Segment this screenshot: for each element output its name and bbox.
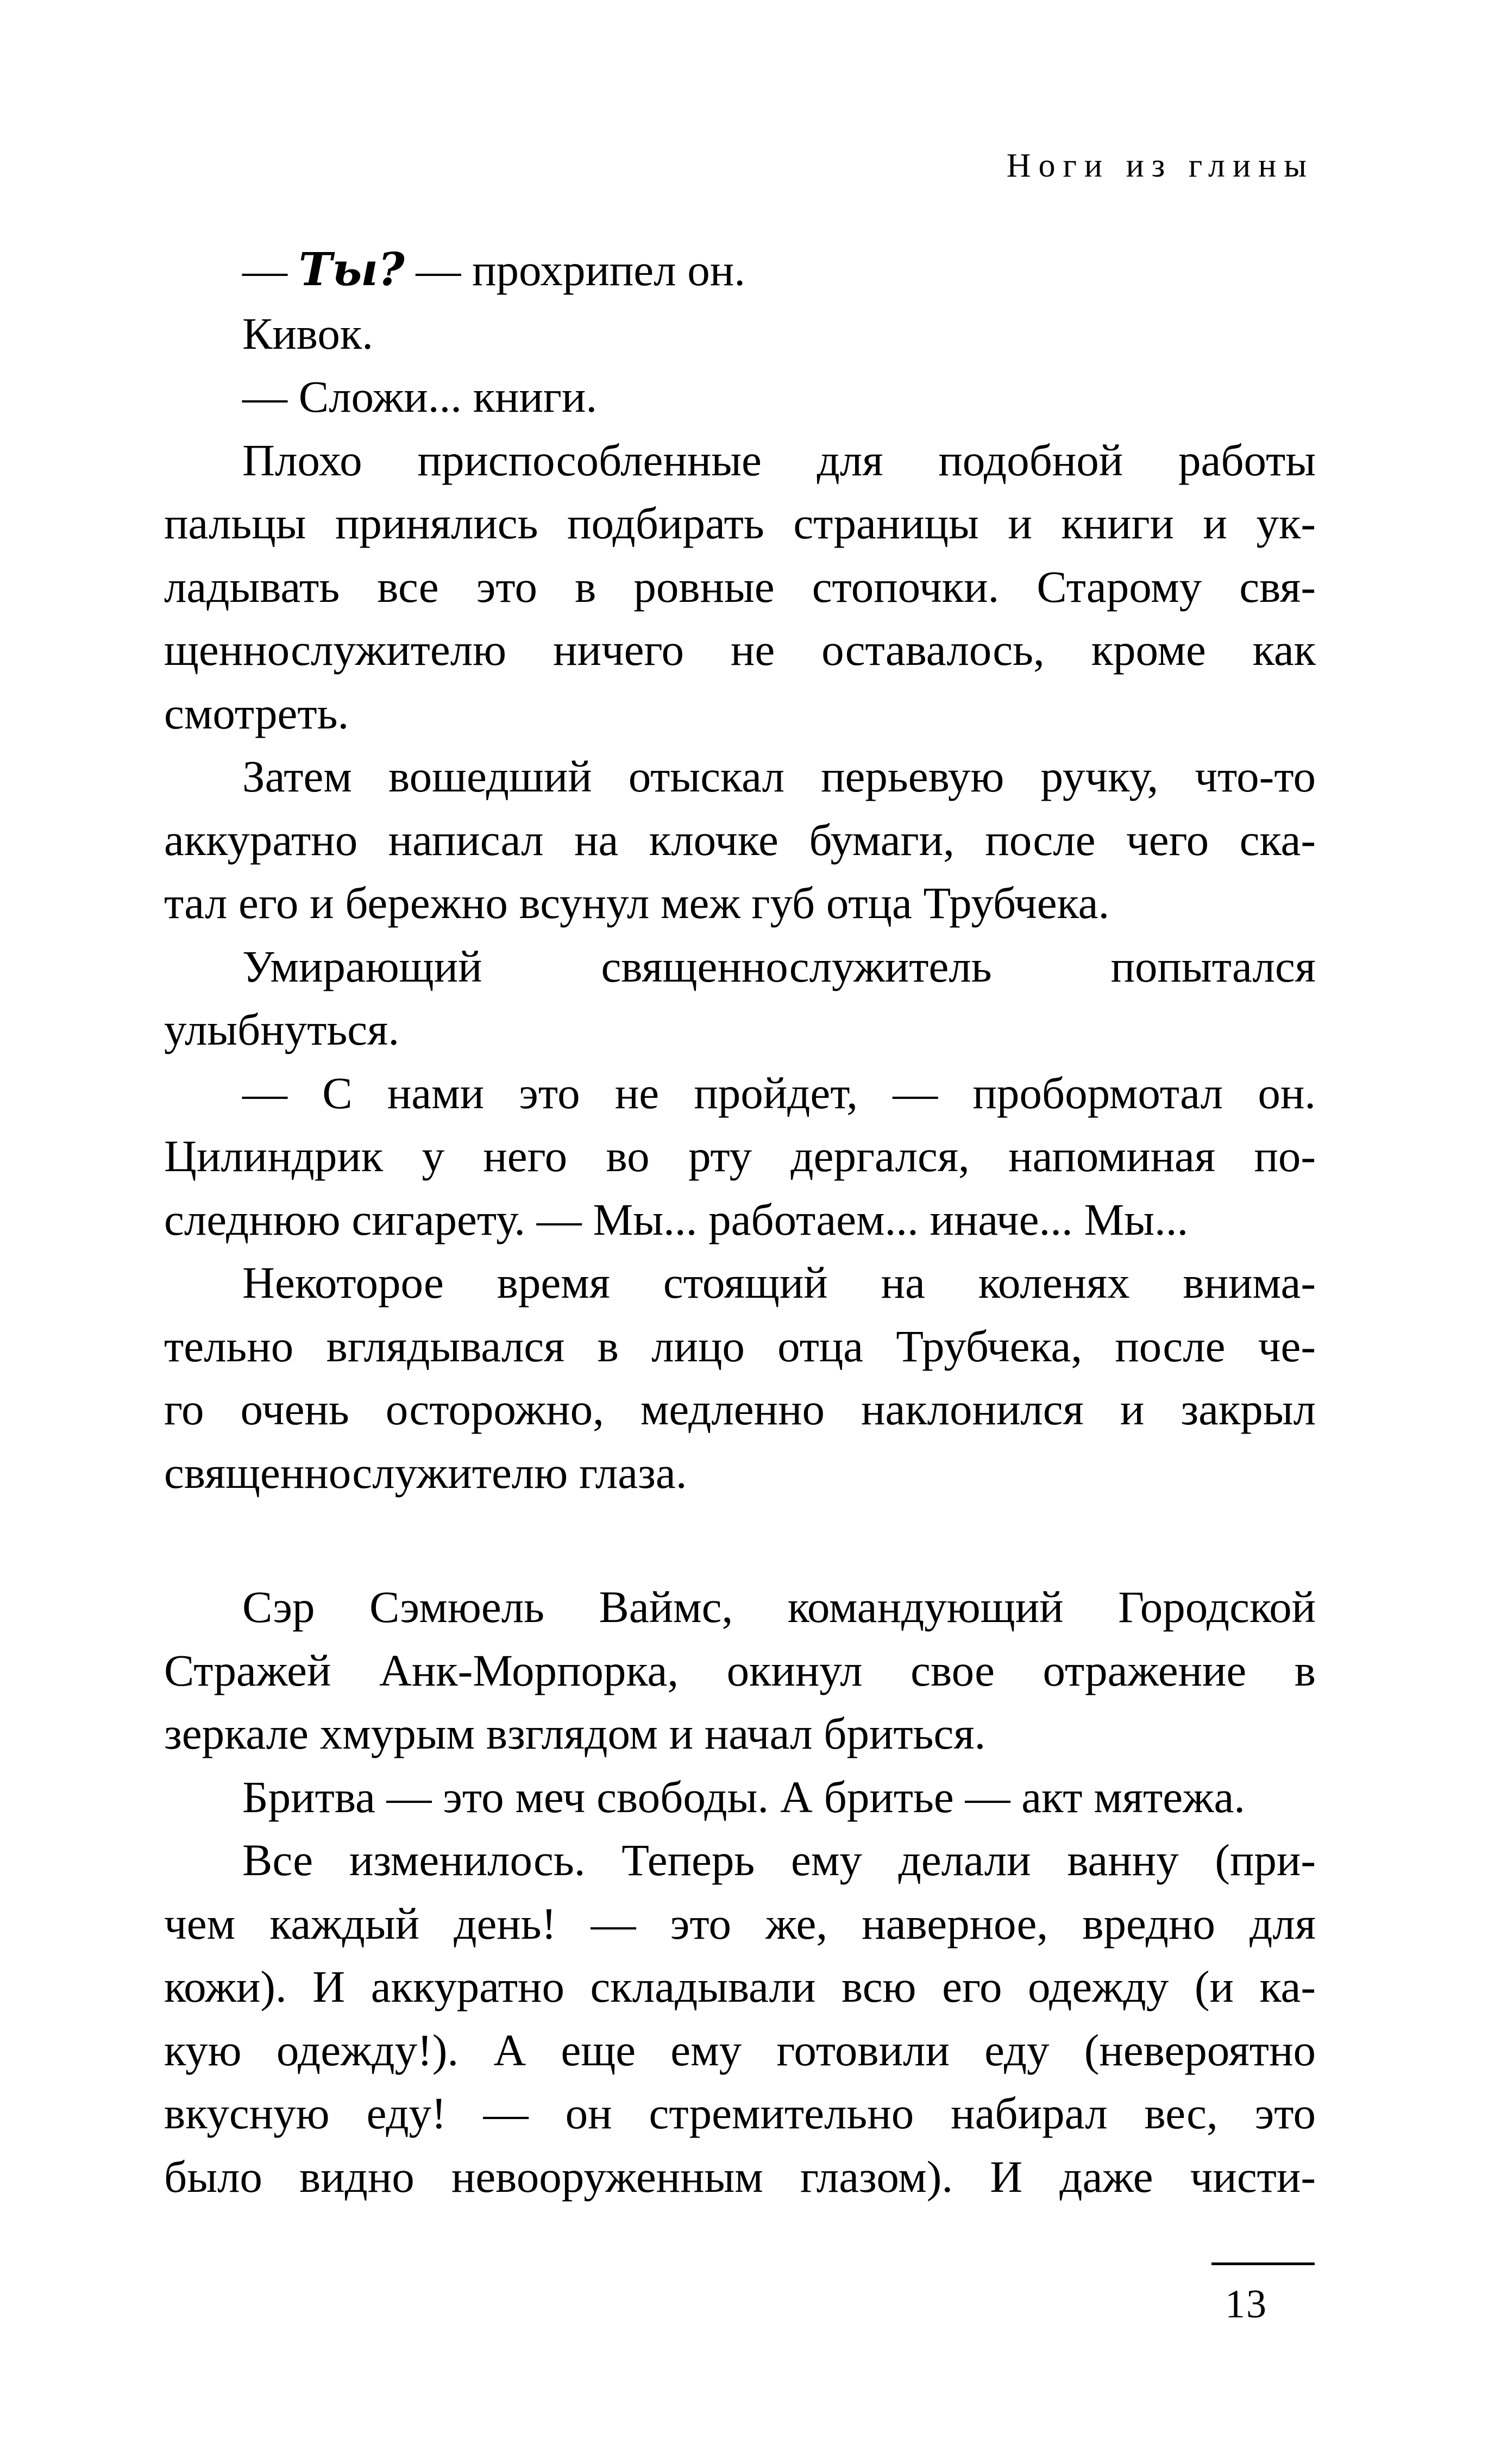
paragraph-11-line-4: кую одежду!). А еще ему готовили еду (невероятно bbox=[164, 2025, 1316, 2075]
paragraph-9-line-2: Стражей Анк-Морпорка, окинул свое отражение в bbox=[164, 1645, 1316, 1695]
paragraph-11-line-6: было видно невооруженным глазом). И даже чисти- bbox=[164, 2151, 1316, 2202]
dialogue-rest: — прохрипел он. bbox=[404, 245, 745, 295]
text-block-scene-two bbox=[164, 1575, 1316, 2208]
paragraph-9-line-3: зеркале хмурым взглядом и начал бриться. bbox=[164, 1708, 986, 1758]
paragraph-nod: Кивок. bbox=[242, 308, 373, 359]
paragraph-6-line-1: Умирающий священнослужитель попытался bbox=[242, 941, 1316, 991]
running-header: Ноги из глины bbox=[1006, 147, 1314, 184]
dash: — bbox=[242, 245, 299, 295]
paragraph-11-line-3: кожи). И аккуратно складывали всю его одежду (и ка- bbox=[164, 1962, 1316, 2012]
paragraph-8-line-3: го очень осторожно, медленно наклонился и закрыл bbox=[164, 1384, 1316, 1434]
stylized-word: Ты? bbox=[298, 243, 405, 296]
paragraph-8-line-1: Некоторое время стоящий на коленях внима- bbox=[242, 1258, 1316, 1308]
paragraph-5-line-1: Затем вошедший отыскал перьевую ручку, что-то bbox=[242, 751, 1316, 801]
paragraph-4-line-1: Плохо приспособленные для подобной работы bbox=[242, 435, 1316, 485]
paragraph-11-line-2: чем каждый день! — это же, наверное, вредно для bbox=[164, 1898, 1316, 1948]
paragraph-4-line-3: ладывать все это в ровные стопочки. Старому свя- bbox=[164, 561, 1316, 612]
paragraph-11-line-5: вкусную еду! — он стремительно набирал вес, это bbox=[164, 2088, 1316, 2138]
paragraph-7-line-1: — С нами это не пройдет, — пробормотал он. bbox=[242, 1067, 1316, 1118]
paragraph-7-line-3: следнюю сигарету. — Мы... работаем... иначе... Мы... bbox=[164, 1194, 1189, 1244]
page-number: 13 bbox=[1225, 2282, 1267, 2327]
paragraph-11-line-1: Все изменилось. Теперь ему делали ванну (при- bbox=[242, 1835, 1316, 1885]
paragraph-4-line-5: смотреть. bbox=[164, 688, 349, 738]
paragraph-5-line-3: тал его и бережно всунул меж губ отца Трубчека. bbox=[164, 878, 1110, 928]
paragraph-5-line-2: аккуратно написал на клочке бумаги, после чего ска- bbox=[164, 814, 1316, 865]
paragraph-8-line-4: священнослужителю глаза. bbox=[164, 1447, 687, 1498]
footer-rule bbox=[1211, 2262, 1315, 2265]
paragraph-dialogue-2: — Сложи... книги. bbox=[242, 372, 598, 422]
paragraph-7-line-2: Цилиндрик у него во рту дергался, напоминая по- bbox=[164, 1131, 1316, 1181]
paragraph-8-line-2: тельно вглядывался в лицо отца Трубчека, после че- bbox=[164, 1321, 1316, 1371]
text-block-scene-one bbox=[164, 238, 1316, 1504]
paragraph-10-line-1: Бритва — это меч свободы. А бритье — акт мятежа. bbox=[242, 1771, 1246, 1822]
paragraph-4-line-4: щеннослужителю ничего не оставалось, кроме как bbox=[164, 625, 1316, 675]
paragraph-9-line-1: Сэр Сэмюель Ваймс, командующий Городской bbox=[242, 1582, 1316, 1632]
paragraph-6-line-2: улыбнуться. bbox=[164, 1004, 400, 1054]
paragraph-4-line-2: пальцы принялись подбирать страницы и книги и ук- bbox=[164, 498, 1316, 548]
paragraph-dialogue-1 bbox=[164, 238, 1316, 302]
